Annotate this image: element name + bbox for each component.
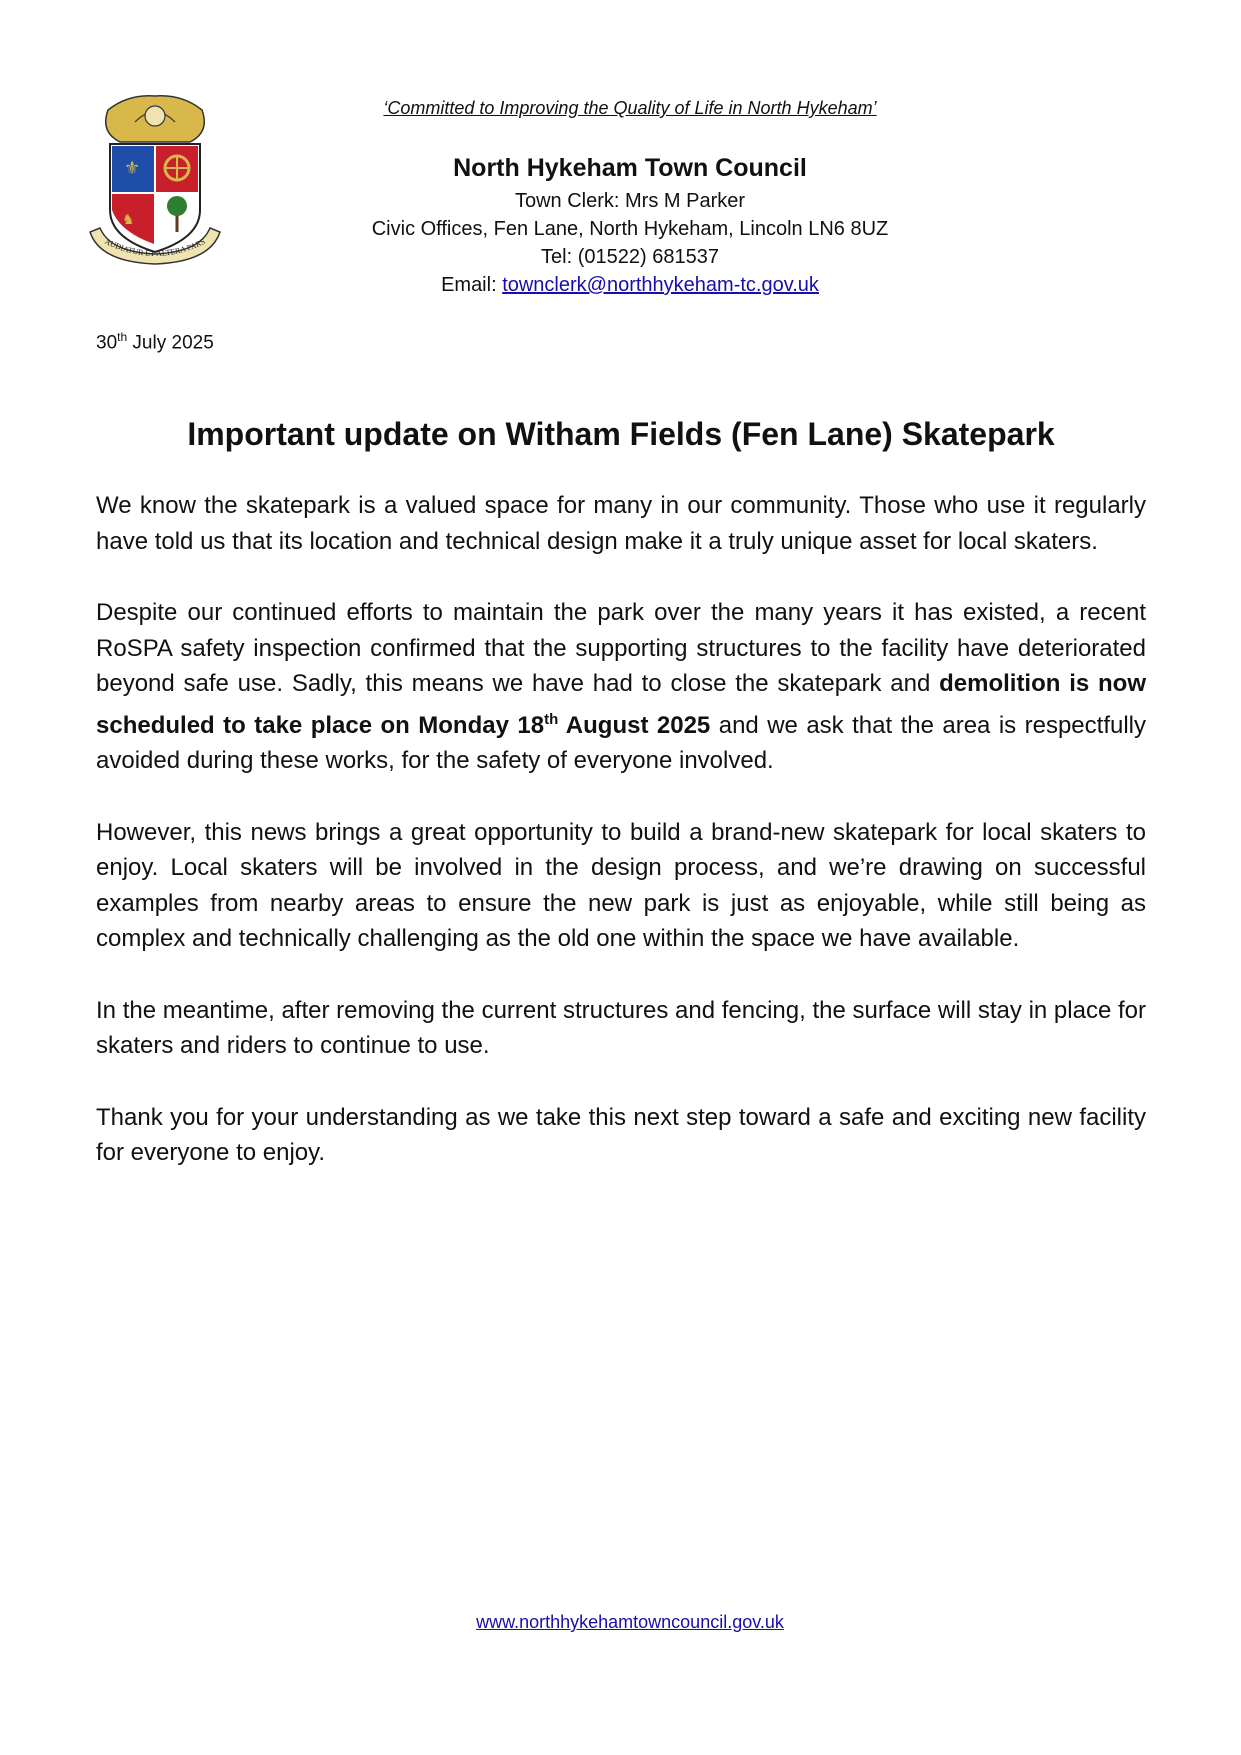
website-link[interactable]: www.northhykehamtowncouncil.gov.uk xyxy=(476,1612,784,1632)
organisation-name: North Hykeham Town Council xyxy=(453,154,807,182)
letter-body xyxy=(96,488,1146,1207)
email-line xyxy=(250,274,1010,297)
demolition-notice: demolition is now scheduled to take place on Monday 18th August 2025 xyxy=(96,670,1146,739)
address: Civic Offices, Fen Lane, North Hykeham, Lincoln LN6 8UZ xyxy=(371,218,889,240)
email-link[interactable]: townclerk@northhykeham-tc.gov.uk xyxy=(502,274,819,296)
letter-date xyxy=(96,330,214,354)
tagline: ‘Committed to Improving the Quality of Life in North Hykeham’ xyxy=(383,98,877,118)
document-title: Important update on Witham Fields (Fen Lane) Skatepark xyxy=(187,416,1055,452)
p2-end: and we ask that the area is respectfully avoided during these works, for the safety of everyone involved. xyxy=(96,711,1146,774)
date-suffix: th xyxy=(117,330,128,344)
council-crest-logo xyxy=(80,92,230,270)
paragraph-5: Thank you for your understanding as we take this next step toward a safe and exciting new facility for everyone to enjoy. xyxy=(96,1103,1146,1166)
telephone: Tel: (01522) 681537 xyxy=(541,246,719,268)
svg-text:⚜: ⚜ xyxy=(124,158,141,178)
paragraph-4: In the meantime, after removing the current structures and fencing, the surface will stay in place for skaters and riders to continue to use. xyxy=(96,996,1146,1059)
town-clerk: Town Clerk: Mrs M Parker xyxy=(514,190,746,212)
p2-start: Despite our continued efforts to maintain the park over the many years it has existed, a recent RoSPA safety inspection confirmed that the supporting structures to the facility have deteriorated beyond safe use. Sadly, this means we have had to close the skatepark and xyxy=(96,599,1146,697)
svg-text:♞: ♞ xyxy=(122,211,135,227)
paragraph-2 xyxy=(96,595,1146,779)
date-day: 30 xyxy=(96,332,118,354)
footer xyxy=(250,1612,1010,1633)
date-rest: July 2025 xyxy=(127,332,214,354)
paragraph-3: However, this news brings a great opportunity to build a brand-new skatepark for local skaters to enjoy. Local skaters will be involved in the design process, and we’re drawing on successful examples from nearby areas to ensure the new park is just as enjoyable, while still being as complex and technically challenging as the old one within the space we have available. xyxy=(96,818,1146,952)
email-label: Email: xyxy=(441,274,503,296)
crest-motto: AUDIATUR ET ALTERA PARS xyxy=(103,236,207,259)
paragraph-1: We know the skatepark is a valued space for many in our community. Those who use it regularly have told us that its location and technical design make it a truly unique asset for local skaters. xyxy=(96,492,1146,555)
